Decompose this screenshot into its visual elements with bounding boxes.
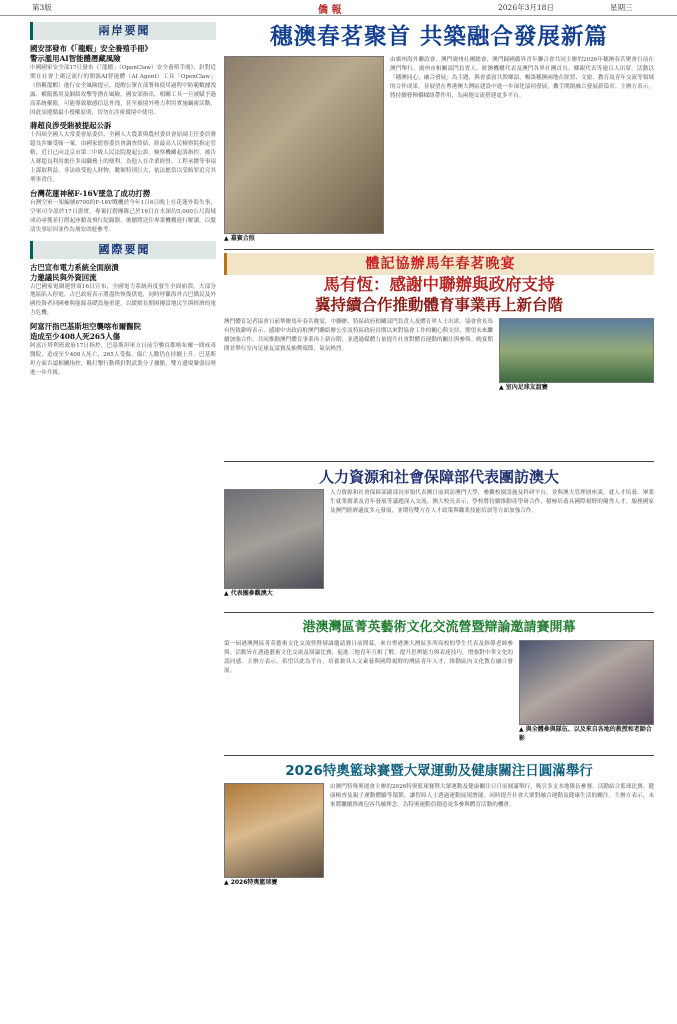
basketball-photo bbox=[224, 783, 324, 878]
article-title: 阿富汗指巴基斯坦空襲喀布爾醫院 bbox=[30, 322, 141, 332]
article-subtitle: 冀持續合作推動體育事業再上新台階 bbox=[314, 296, 563, 314]
article-subtitle: 警示濫用AI智能體潛藏風險 bbox=[30, 54, 121, 63]
group-photo bbox=[224, 56, 384, 234]
article-headline: 2026特奧籃球賽暨大眾運動及健康關注日圓滿舉行 bbox=[285, 763, 593, 779]
main-content bbox=[224, 22, 654, 1017]
photo-caption: ▲ 嘉賓合照 bbox=[224, 235, 255, 242]
delegation-photo bbox=[224, 489, 324, 589]
football-photo bbox=[499, 318, 654, 383]
photo-caption: ▲ 代表團參觀澳大 bbox=[224, 590, 273, 597]
article-body: 由廣州海外聯誼會、澳門廣州社團總會、澳門歸國僑界青年聯合會共同主辦的2026年穗澳春茗聚會日前在澳門舉行，廣州市相關部門負責人、駐澳機構代表及澳門各界社團首長、鄉親代表等逾百人出席。活動以「穗澳同心、融合發展」為主題，與會嘉賓共敘鄉誼，暢談穗澳兩地在經貿、文旅、教育及青年交流等領域的合作成果，並展望在粵港澳大灣區建設中進一步深化協同發展，攜手開創融合發展新篇章。主辦方表示，將持續發揮橋樑紐帶作用，為兩地交流搭建更多平台。 bbox=[390, 57, 654, 99]
section-header-cross-strait: 兩岸要聞 bbox=[30, 22, 216, 40]
article-body: 第一屆港澳灣區菁英藝術文化交流營暨辯論邀請賽日前開幕，來自粵港澳大灣區多所高校的學生代表及指導老師參與。活動旨在透過藝術文化交流及辯論比賽，促進三地青年互相了解，提升思辨能力與表達技巧，增強對中華文化的認同感。主辦方表示，希望以此為平台，培養兼具人文素養與國際視野的灣區青年人才，推動區內文化教育融合發展。 bbox=[224, 641, 513, 674]
article-title: 蔣超良涉受賄被提起公訴 bbox=[30, 121, 112, 131]
photo-caption: ▲ 與全體參與隊伍、以及來自各地的教授和老師合影 bbox=[519, 726, 652, 742]
article-body: 台灣空軍一架編號6700的F-16V戰機於今年1月6日晚上在花蓮外海失事，空軍司令部於17日證實，專案打撈團隊已於16日在水深約5,000公尺海域成功尋獲並打撈起座艙及飛行紀錄器，後續將送往專業機構進行解讀，以釐清失事原因並作為飛安改進參考。 bbox=[30, 199, 216, 233]
photo-caption: ▲ 2026特奧籃球賽 bbox=[224, 879, 278, 886]
issue-date: 2026年3月18日 bbox=[498, 3, 554, 12]
article-body: 人力資源和社會保障部副部長率領代表團日前到訪澳門大學，參觀校園設施及科研平台，並與澳大管理層座談，就人才培養、畢業生就業創業及青年發展等議題深入交流。澳大校長表示，學校將持續推動產學研合作，積極培養具國際視野的優秀人才，服務國家及澳門經濟適度多元發展，並期待雙方在人才政策與職業技能培訓等方面加強合作。 bbox=[330, 490, 654, 514]
article-title: 國安部發布《「龍蝦」安全養殖手冊》 bbox=[30, 44, 152, 53]
masthead bbox=[0, 0, 677, 16]
lead-headline: 穗澳春茗聚首 共築融合發展新篇 bbox=[270, 24, 608, 50]
section-header-international: 國際要聞 bbox=[30, 241, 216, 259]
article-banner: 體記協辦馬年春茗晚宴 bbox=[224, 253, 654, 275]
article-title: 台灣花蓮神秘F-16V墜急了成功打撈 bbox=[30, 188, 151, 198]
article-body: 阿富汗塔利班政府17日指控，巴基斯坦軍方日前空襲首都喀布爾一間戒毒醫院，造成至少408人死亡、265人受傷，傷亡人數仍在持續上升。巴基斯坦方面否認相關指控，稱打擊行動僅針對武裝分子據點，雙方邊境緊張局勢進一步升級。 bbox=[30, 343, 216, 376]
article-body: 古巴國家電網運營商16日宣布，全國電力系統再度發生全面崩潰，大部分地區陷入停電。古巴政府表示將盡快恢復供電，同時呼籲海外古巴僑民及外國投資者回國參與能源基礎設施重建，以緩解長期困擾當地民生與經濟的電力危機。 bbox=[30, 283, 216, 317]
article-body: 中國國家安全部17日發布《「龍蝦」（OpenClaw）安全養殖手冊》，針對近期在社會上廣泛流行的開源AI智能體（AI Agent）工具「OpenClaw」（俗稱龍蝦）進行安全風險提示，提醒公眾在部署和使用過程中防範數據洩露、權限濫用及網絡攻擊等潛在風險。國安部指出，相關工具一旦被賦予過高系統權限，可能導致敏感信息外洩，甚至被境外勢力利用實施竊密活動，因此須遵循最小授權原則，切勿在涉密環境中使用。 bbox=[30, 65, 216, 116]
forum-photo bbox=[519, 640, 654, 725]
article-body: 澳門體育記者協會日前舉辦馬年春茗晚宴，中聯辦、特區政府相關部門負責人及體育界人士出席。協會會長馬有恆致辭時表示，感謝中央政府駐澳門聯絡辦公室及特區政府長期以來對協會工作的關心與支持，期望未來繼續加強合作，共同推動澳門體育事業再上新台階，並透過媒體力量提升社會對體育運動的關注與參與。晚宴期間並舉行室內足球友誼賽及抽獎環節，氣氛熱烈。 bbox=[224, 319, 493, 352]
photo-caption: ▲ 室內足球友誼賽 bbox=[499, 384, 548, 391]
article-headline: 人力資源和社會保障部代表團訪澳大 bbox=[318, 468, 559, 486]
article-subtitle: 力邀議民與外資回流 bbox=[30, 272, 97, 282]
article-subtitle: 馬有恆：感謝中聯辦與政府支持 bbox=[323, 275, 555, 294]
article-subtitle: 造成至少408人死265人傷 bbox=[30, 332, 120, 342]
article-body: 十四屆全國人大常委會原委員、全國人大農業與農村委員會原副主任委員蔣超良涉嫌受賄一案，由國家監察委員會調查終結，經最高人民檢察院指定管轄，近日已向北京市第二中級人民法院提起公訴。檢察機關起訴指控，被告人蔣超良利用擔任多項職務上的便利，為他人在企業經營、工程承攬等事項上謀取利益，非法收受他人財物，數額特別巨大，依法應當以受賄罪追究其刑事責任。 bbox=[30, 132, 216, 183]
article-headline: 港澳灣區菁英藝術文化交流營暨辯論邀請賽開幕 bbox=[302, 620, 576, 635]
article-body: 由澳門特殊奧運會主辦的2026特奧籃球賽暨大眾運動及健康關注日日前圓滿舉行，吸引多支本地隊伍參賽。活動結合籃球比賽、健康檢查及親子運動體驗等環節，讓智障人士透過運動展現潛能，同時提升社會大眾對融合運動及健康生活的關注。主辦方表示，未來將繼續推廣包容共融理念，為特奧運動員創造更多參與體育活動的機會。 bbox=[330, 784, 654, 808]
newspaper-logo: 僑 報 bbox=[318, 5, 342, 16]
page-number: 第3版 bbox=[32, 3, 52, 12]
article-title: 古巴宣布電力系統全面崩潰 bbox=[30, 262, 119, 272]
news-brief-column bbox=[30, 22, 216, 1012]
issue-weekday: 星期三 bbox=[610, 3, 633, 12]
